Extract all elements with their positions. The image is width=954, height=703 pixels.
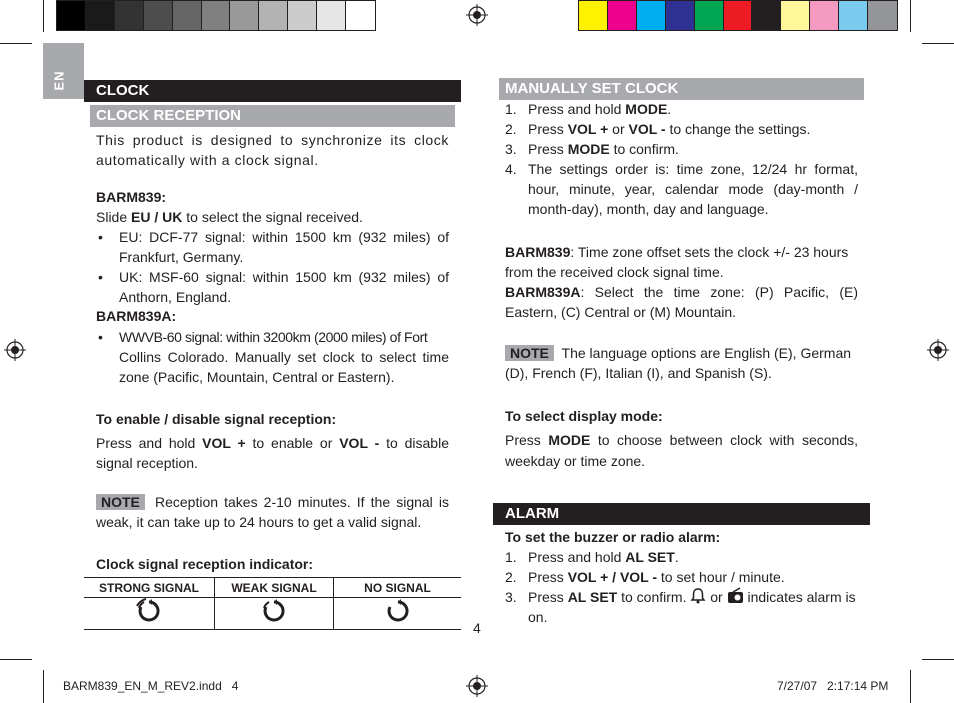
color-swatch <box>115 1 144 30</box>
indicator-heading: Clock signal reception indicator: <box>96 556 314 572</box>
table-header-none: NO SIGNAL <box>334 578 462 598</box>
manual-set-clock-title: MANUALLY SET CLOCK <box>499 78 864 100</box>
color-swatch <box>637 1 666 30</box>
display-key: MODE <box>548 432 591 448</box>
page-number: 4 <box>473 620 481 636</box>
color-swatch <box>230 1 259 30</box>
crop-mark <box>0 43 32 44</box>
enable-key-vol-minus: VOL - <box>339 435 380 451</box>
color-swatch <box>781 1 810 30</box>
bullet-wwvb-line1: WWVB-60 signal: within 3200km (2000 miles) of Fort <box>119 329 428 345</box>
radio-icon <box>727 587 744 604</box>
bullet-wwvb-rest: Collins Colorado. Manually set clock to select time zone (Pacific, Mountain, Central or Eastern). <box>119 349 449 385</box>
no-signal-icon <box>385 598 411 624</box>
language-tab <box>43 43 84 99</box>
slide-post: to select the signal received. <box>182 209 363 225</box>
color-swatch <box>173 1 202 30</box>
footer-timestamp: 7/27/07 2:17:14 PM <box>777 679 889 693</box>
crop-mark <box>0 659 32 660</box>
alarm-heading: To set the buzzer or radio alarm: <box>505 529 721 545</box>
color-swatch <box>86 1 115 30</box>
intro-paragraph: This product is designed to synchronize its clock automatically with a clock signal. <box>96 132 449 168</box>
barm839a-label: BARM839A <box>505 284 581 300</box>
step-1 <box>528 99 858 119</box>
color-swatch <box>608 1 637 30</box>
note-language <box>505 343 860 383</box>
step-3-key: MODE <box>567 141 610 157</box>
color-swatch <box>579 1 608 30</box>
step-3-text: Press <box>528 141 568 157</box>
step-2-text: Press <box>528 121 568 137</box>
crop-mark <box>910 670 911 703</box>
table-header-strong: STRONG SIGNAL <box>84 578 215 598</box>
clock-section-title: CLOCK <box>84 80 461 102</box>
color-swatch <box>839 1 868 30</box>
crop-mark <box>910 0 911 32</box>
weak-signal-cell <box>215 598 334 630</box>
signal-indicator-table <box>84 577 461 630</box>
step-2-end: to change the settings. <box>665 121 811 137</box>
weak-signal-icon <box>261 598 287 624</box>
barm839a-text: : Select the time zone: (P) Pacific, (E) Eastern, (C) Central or (M) Mountain. <box>505 284 858 320</box>
barm839-label: BARM839 <box>505 244 571 260</box>
alarm-step-number: 2. <box>505 569 517 585</box>
language-tab-label: EN <box>51 70 67 91</box>
strong-signal-icon <box>136 598 162 624</box>
note-badge: NOTE <box>96 494 145 510</box>
color-swatch <box>695 1 724 30</box>
enable-instruction <box>96 433 449 473</box>
color-swatch <box>724 1 753 30</box>
barm839-heading: BARM839: <box>96 189 167 205</box>
display-text-2: to choose between clock with seconds, weekday or time zone. <box>505 432 858 469</box>
color-swatch <box>810 1 839 30</box>
alarm-step-3-or: or <box>706 589 727 605</box>
enable-text-2: to enable or <box>245 435 340 451</box>
crop-mark <box>922 659 954 660</box>
enable-text-1: Press and hold <box>96 435 203 451</box>
bullet-marker: • <box>98 229 103 245</box>
alarm-step-3-text: Press <box>528 589 568 605</box>
alarm-step-3-end: indicates alarm is on. <box>528 589 856 625</box>
alarm-section-title: ALARM <box>493 503 870 525</box>
step-4: The settings order is: time zone, 12/24 hr format, hour, minute, year, calendar mode (day-month / month-day), month, day and language. <box>528 161 858 217</box>
note-badge: NOTE <box>505 345 554 361</box>
note-reception-text: Reception takes 2-10 minutes. If the signal is weak, it can take up to 24 hours to get a valid signal. <box>96 494 449 530</box>
color-swatch <box>666 1 695 30</box>
step-1-key: MODE <box>625 101 668 117</box>
slide-key: EU / UK <box>131 209 183 225</box>
note-language-text: The language options are English (E), German (D), French (F), Italian (I), and Spanish (S). <box>505 345 852 381</box>
step-1-end: . <box>667 101 672 117</box>
process-color-bar <box>578 0 898 31</box>
note-reception <box>96 492 449 532</box>
step-number: 2. <box>505 121 517 137</box>
alarm-step-2-end: to set hour / minute. <box>657 569 785 585</box>
step-3 <box>528 139 858 159</box>
barm839-note <box>505 242 860 282</box>
display-text-1: Press <box>505 432 549 448</box>
bell-icon <box>690 587 706 604</box>
step-number: 1. <box>505 101 517 117</box>
color-swatch <box>752 1 781 30</box>
bullet-marker: • <box>98 269 103 285</box>
step-2-text-2: or <box>608 121 629 137</box>
color-swatch <box>57 1 86 30</box>
grayscale-color-bar <box>56 0 376 31</box>
alarm-step-3-text-2: to confirm. <box>617 589 691 605</box>
color-swatch <box>868 1 897 30</box>
slide-pre: Slide <box>96 209 132 225</box>
display-mode-instruction <box>505 430 858 472</box>
color-swatch <box>259 1 288 30</box>
barm839-text: : Time zone offset sets the clock +/- 23 hours from the received clock signal time. <box>505 244 849 280</box>
bullet-uk: UK: MSF-60 signal: within 1500 km (932 miles) of Anthorn, England. <box>119 269 449 305</box>
color-swatch <box>346 1 375 30</box>
enable-text-3: to disable signal reception. <box>96 435 449 471</box>
registration-mark-icon <box>466 675 488 697</box>
alarm-step-3 <box>528 587 860 627</box>
step-2-key-2: VOL - <box>628 121 666 137</box>
alarm-step-3-key: AL SET <box>567 589 618 605</box>
table-header-weak: WEAK SIGNAL <box>215 578 334 598</box>
no-signal-cell <box>334 598 462 630</box>
barm839a-heading: BARM839A: <box>96 308 177 324</box>
step-number: 3. <box>505 141 517 157</box>
color-swatch <box>144 1 173 30</box>
enable-heading: To enable / disable signal reception: <box>96 411 337 427</box>
barm839a-note <box>505 282 858 322</box>
alarm-step-2-text: Press <box>528 569 568 585</box>
registration-mark-icon <box>927 339 949 361</box>
registration-mark-icon <box>466 4 488 26</box>
strong-signal-cell <box>84 598 215 630</box>
step-2-key-1: VOL + <box>567 121 609 137</box>
step-2 <box>528 119 858 139</box>
step-1-text: Press and hold <box>528 101 626 117</box>
footer-file-name: BARM839_EN_M_REV2.indd 4 <box>63 679 239 693</box>
alarm-step-1-end: . <box>674 549 679 565</box>
color-swatch <box>202 1 231 30</box>
alarm-step-number: 3. <box>505 589 517 605</box>
alarm-step-2-key: VOL + / VOL - <box>567 569 658 585</box>
bullet-marker: • <box>98 329 103 345</box>
clock-reception-title: CLOCK RECEPTION <box>90 105 455 127</box>
step-number: 4. <box>505 161 517 177</box>
enable-key-vol-plus: VOL + <box>202 435 246 451</box>
alarm-step-1-text: Press and hold <box>528 549 626 565</box>
alarm-step-number: 1. <box>505 549 517 565</box>
crop-mark <box>43 670 44 703</box>
step-3-end: to confirm. <box>609 141 679 157</box>
slide-instruction <box>96 207 449 227</box>
display-mode-heading: To select display mode: <box>505 408 663 424</box>
color-swatch <box>317 1 346 30</box>
registration-mark-icon <box>4 339 26 361</box>
alarm-step-1-key: AL SET <box>625 549 675 565</box>
alarm-step-1 <box>528 547 858 567</box>
alarm-step-2 <box>528 567 858 587</box>
crop-mark <box>922 43 954 44</box>
color-swatch <box>288 1 317 30</box>
crop-mark <box>43 0 44 32</box>
bullet-eu: EU: DCF-77 signal: within 1500 km (932 miles) of Frankfurt, Germany. <box>119 229 449 265</box>
